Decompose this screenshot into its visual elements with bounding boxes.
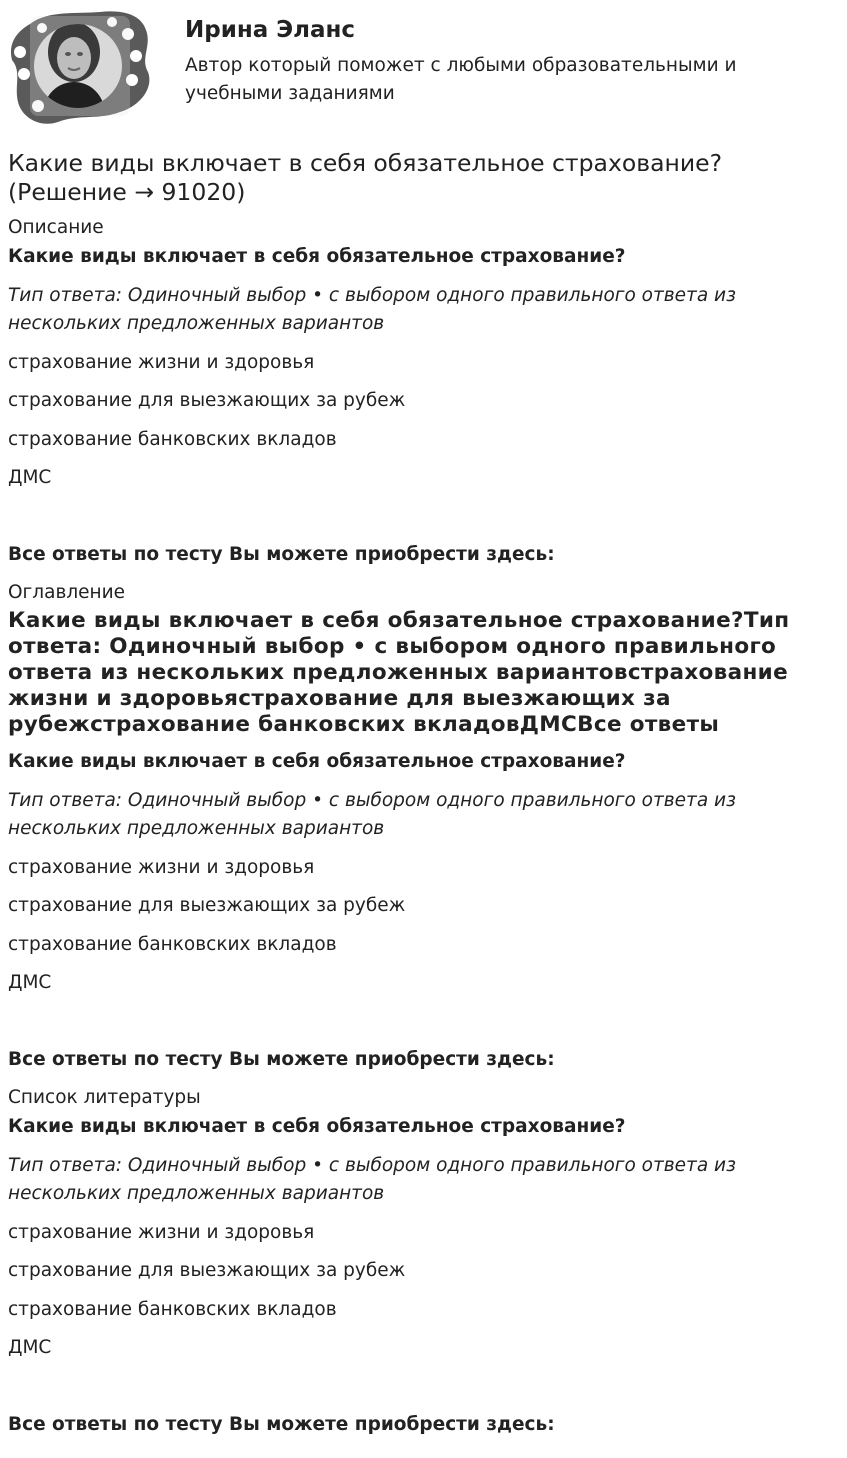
description-section <box>8 216 808 565</box>
answer-type: Тип ответа: Одиночный выбор • с выбором одного правильного ответа из нескольких предложенных вариантов <box>8 1155 736 1204</box>
section-label-description: Описание <box>8 217 104 238</box>
option-item: страхование банковских вкладов <box>8 429 337 450</box>
option-item: страхование банковских вкладов <box>8 1299 337 1320</box>
question-text: Какие виды включает в себя обязательное страхование? <box>8 1116 626 1137</box>
option-item: ДМС <box>8 972 52 993</box>
question-text: Какие виды включает в себя обязательное страхование? <box>8 751 626 772</box>
author-card <box>8 6 828 128</box>
author-name[interactable]: Ирина Эланс <box>185 17 356 43</box>
literature-section <box>8 1086 808 1446</box>
question-text: Какие виды включает в себя обязательное страхование? <box>8 246 626 267</box>
buy-answers-text: Все ответы по тесту Вы можете приобрести здесь: <box>8 544 555 565</box>
toc-heading: Какие виды включает в себя обязательное страхование?Тип ответа: Одиночный выбор • с выбором одного правильного ответа из нескольких предложенных вариантовстрахование жизни и здоровьястрахование для выезжающих за рубежстрахование банковских вкладовДМСВсе ответы <box>8 608 790 737</box>
page-title: Какие виды включает в себя обязательное страхование? (Решение → 91020) <box>8 149 723 206</box>
option-item: страхование для выезжающих за рубеж <box>8 1260 406 1281</box>
author-description: Автор который поможет с любыми образовательными и учебными заданиями <box>185 55 737 104</box>
buy-answers-text: Все ответы по тесту Вы можете приобрести здесь: <box>8 1414 555 1435</box>
author-avatar <box>8 6 152 126</box>
option-item: страхование для выезжающих за рубеж <box>8 895 406 916</box>
section-label-literature: Список литературы <box>8 1087 201 1108</box>
section-label-toc: Оглавление <box>8 582 126 603</box>
option-item: ДМС <box>8 467 52 488</box>
toc-section <box>8 581 808 1076</box>
answer-type: Тип ответа: Одиночный выбор • с выбором одного правильного ответа из нескольких предложенных вариантов <box>8 285 736 334</box>
option-item: страхование жизни и здоровья <box>8 857 315 878</box>
option-item: ДМС <box>8 1337 52 1358</box>
option-item: страхование жизни и здоровья <box>8 352 315 373</box>
buy-answers-text: Все ответы по тесту Вы можете приобрести здесь: <box>8 1049 555 1070</box>
answer-type: Тип ответа: Одиночный выбор • с выбором одного правильного ответа из нескольких предложенных вариантов <box>8 790 736 839</box>
option-item: страхование для выезжающих за рубеж <box>8 390 406 411</box>
option-item: страхование банковских вкладов <box>8 934 337 955</box>
option-item: страхование жизни и здоровья <box>8 1222 315 1243</box>
